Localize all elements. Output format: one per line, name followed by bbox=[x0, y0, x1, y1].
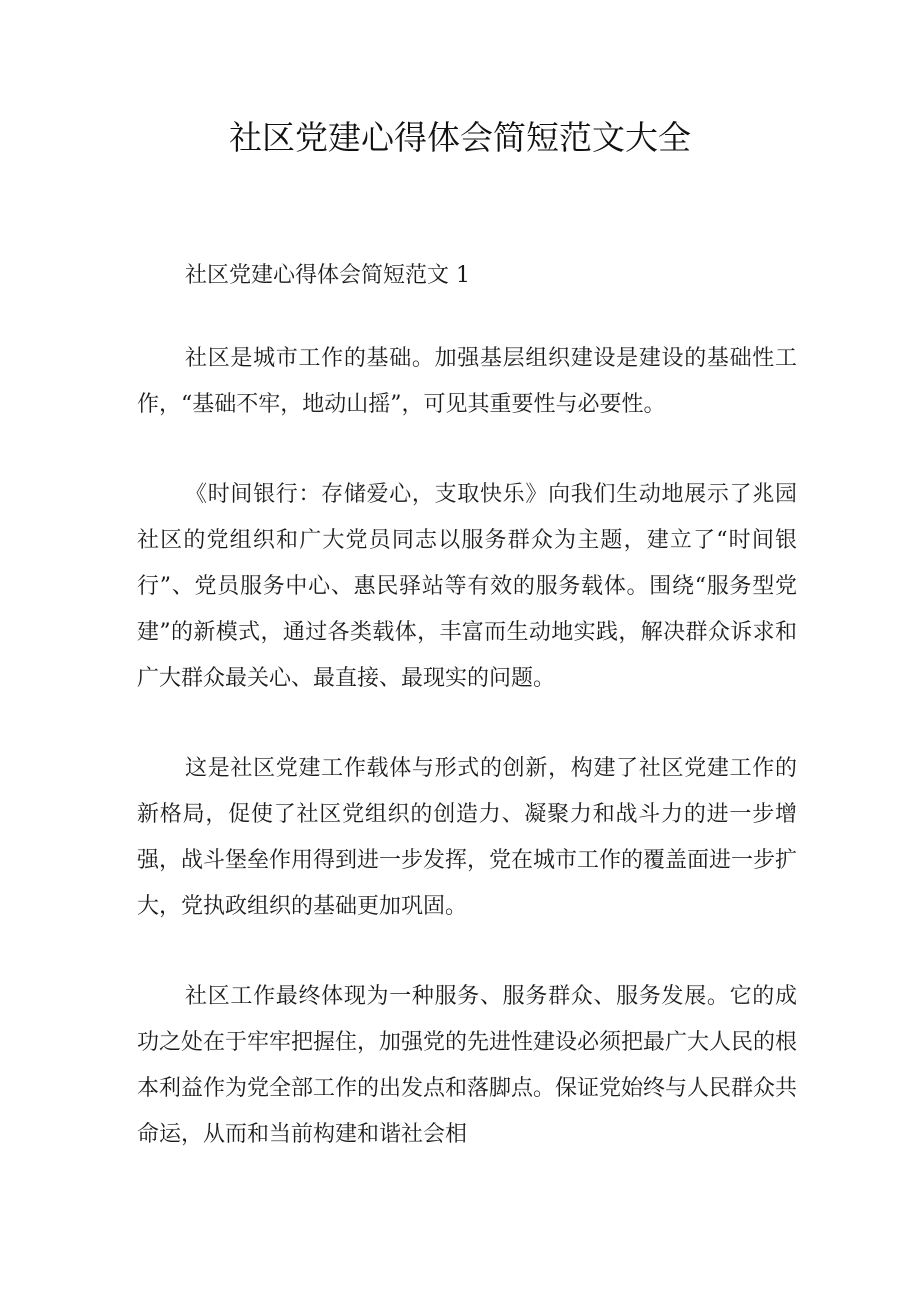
paragraph-4: 社区工作最终体现为一种服务、服务群众、服务发展。它的成功之处在于牢牢把握住，加强党的先进性建设必须把最广大人民的根本利益作为党全部工作的出发点和落脚点。保证党始终与人民群众共命运，从而和当前构建和谐社会相 bbox=[137, 984, 798, 1147]
document-body bbox=[137, 254, 797, 1202]
document-title: 社区党建心得体会简短范文大全 bbox=[229, 118, 691, 157]
section-heading: 社区党建心得体会简短范文 1 bbox=[185, 263, 470, 288]
paragraph-1: 社区是城市工作的基础。加强基层组织建设是建设的基础性工作，“基础不牢，地动山摇”，可见其重要性与必要性。 bbox=[137, 346, 797, 417]
paragraph-2: 《时间银行：存储爱心，支取快乐》向我们生动地展示了兆园社区的党组织和广大党员同志以服务群众为主题，建立了“时间银行”、党员服务中心、惠民驿站等有效的服务载体。围绕“服务型党建”的新模式，通过各类载体，丰富而生动地实践，解决群众诉求和广大群众最关心、最直接、最现实的问题。 bbox=[137, 482, 797, 691]
paragraph-3: 这是社区党建工作载体与形式的创新，构建了社区党建工作的新格局，促使了社区党组织的创造力、凝聚力和战斗力的进一步增强，战斗堡垒作用得到进一步发挥，党在城市工作的覆盖面进一步扩大，党执政组织的基础更加巩固。 bbox=[137, 756, 798, 919]
